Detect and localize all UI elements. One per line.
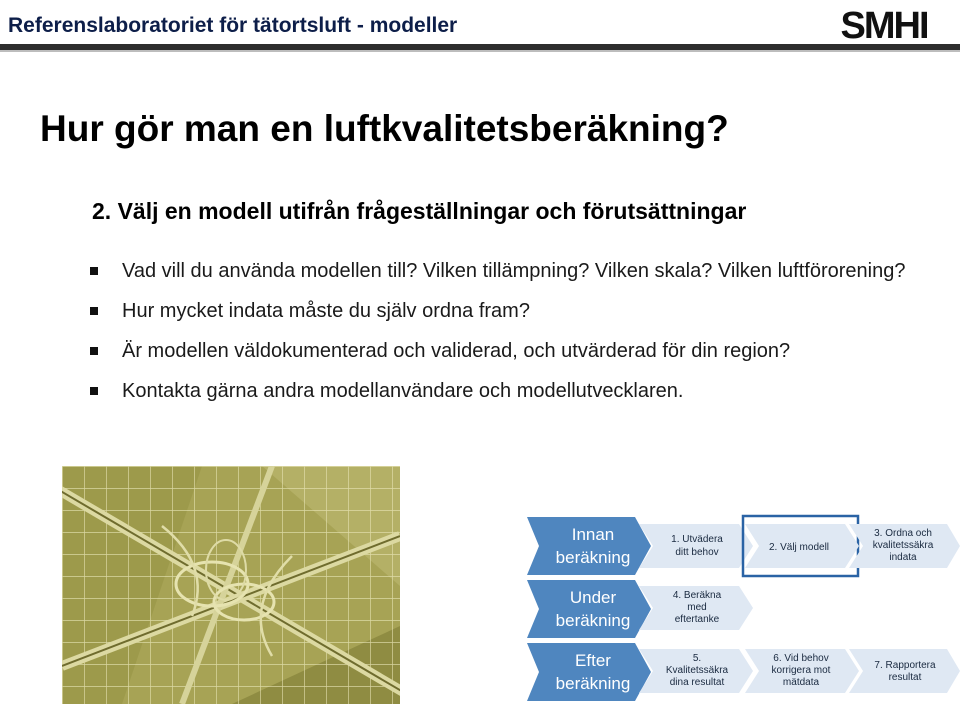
bullet-text: Är modellen väldokumenterad och validerad, och utvärderad för din region? bbox=[122, 340, 791, 362]
highway-map-image bbox=[62, 466, 400, 704]
svg-text:indata: indata bbox=[889, 552, 917, 563]
bullet-square-icon bbox=[90, 387, 98, 395]
bullet-square-icon bbox=[90, 267, 98, 275]
bullet-square-icon bbox=[90, 307, 98, 315]
bullet-item bbox=[90, 298, 940, 324]
svg-text:3. Ordna och: 3. Ordna och bbox=[874, 528, 932, 539]
svg-text:korrigera mot: korrigera mot bbox=[771, 665, 831, 676]
header-title: Referenslaboratoriet för tätortsluft - modeller bbox=[8, 14, 458, 37]
phase-arrow-before bbox=[527, 517, 651, 575]
step-7 bbox=[849, 649, 960, 693]
phase-line2: beräkning bbox=[555, 548, 631, 567]
phase-line1: Under bbox=[569, 588, 617, 607]
step-2-highlighted bbox=[743, 516, 859, 576]
process-flow-diagram bbox=[527, 512, 960, 702]
svg-text:kvalitetssäkra: kvalitetssäkra bbox=[872, 540, 934, 551]
phase-line1: Efter bbox=[575, 651, 611, 670]
svg-text:ditt behov: ditt behov bbox=[675, 547, 719, 558]
phase-line1: Innan bbox=[571, 525, 615, 544]
svg-text:resultat: resultat bbox=[888, 672, 922, 683]
slide-subtitle: 2. Välj en modell utifrån frågeställningar och förutsättningar bbox=[92, 198, 747, 224]
svg-text:mätdata: mätdata bbox=[782, 677, 820, 688]
bullet-item bbox=[90, 378, 940, 404]
svg-text:6. Vid behov: 6. Vid behov bbox=[773, 653, 829, 664]
step-6 bbox=[745, 649, 859, 693]
phase-line2: beräkning bbox=[555, 674, 631, 693]
bullet-item bbox=[90, 258, 940, 284]
svg-text:med: med bbox=[687, 602, 707, 613]
smhi-logo bbox=[830, 4, 938, 44]
svg-text:dina resultat: dina resultat bbox=[669, 677, 725, 688]
slide-title: Hur gör man en luftkvalitetsberäkning? bbox=[40, 108, 729, 149]
header-rule-shadow bbox=[0, 50, 960, 52]
svg-text:Kvalitetssäkra: Kvalitetssäkra bbox=[665, 665, 729, 676]
bullet-text: Hur mycket indata måste du själv ordna fram? bbox=[122, 300, 530, 322]
bullet-item bbox=[90, 338, 940, 364]
svg-text:1. Utvädera: 1. Utvädera bbox=[671, 534, 723, 545]
svg-text:4. Beräkna: 4. Beräkna bbox=[672, 590, 722, 601]
phase-arrow-during bbox=[527, 580, 651, 638]
svg-text:5.: 5. bbox=[692, 653, 702, 664]
phase-line2: beräkning bbox=[555, 611, 631, 630]
bullet-list bbox=[90, 258, 940, 418]
svg-text:eftertanke: eftertanke bbox=[674, 614, 720, 625]
bullet-square-icon bbox=[90, 347, 98, 355]
phase-arrow-after bbox=[527, 643, 651, 701]
logo-text: SMHI bbox=[840, 5, 928, 44]
svg-text:2. Välj modell: 2. Välj modell bbox=[768, 542, 830, 553]
step-5 bbox=[639, 649, 753, 693]
bullet-text: Kontakta gärna andra modellanvändare och modellutvecklaren. bbox=[122, 380, 684, 402]
step-1 bbox=[639, 524, 753, 568]
step-3 bbox=[849, 524, 960, 568]
svg-text:7. Rapportera: 7. Rapportera bbox=[874, 660, 936, 671]
bullet-text: Vad vill du använda modellen till? Vilken tillämpning? Vilken skala? Vilken luftförorening? bbox=[122, 260, 906, 282]
step-4 bbox=[639, 586, 753, 630]
